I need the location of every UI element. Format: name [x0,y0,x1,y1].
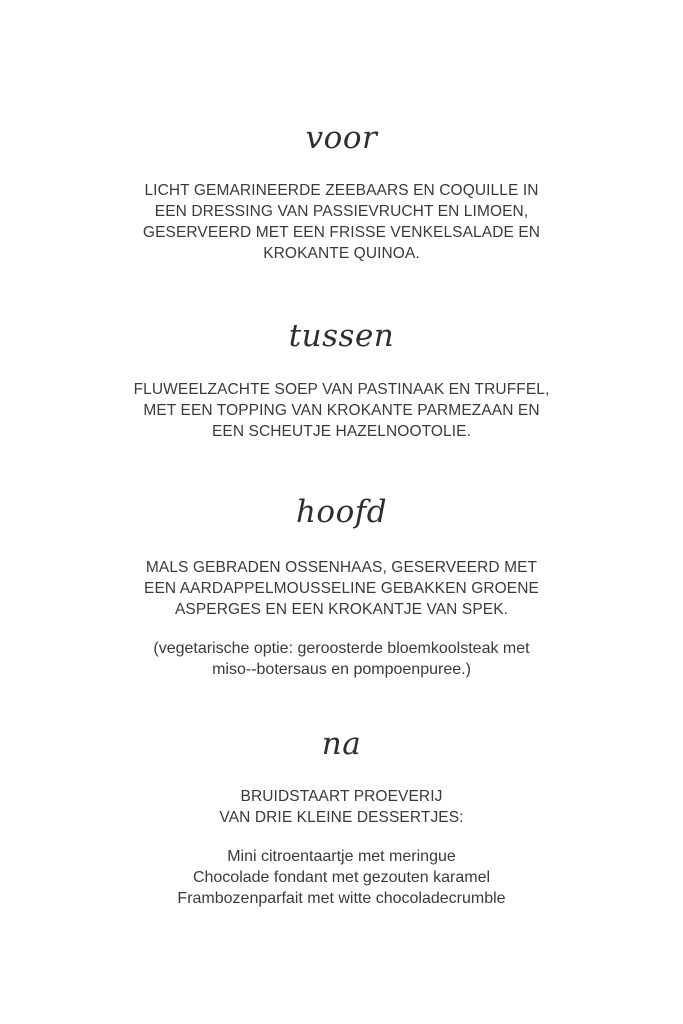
description-line: GESERVEERD MET EEN FRISSE VENKELSALADE EN [142,224,541,241]
description-line: FLUWEELZACHTE SOEP VAN PASTINAAK EN TRUFFEL, [133,381,550,398]
course-heading-na: na [321,726,362,762]
vegetarian-line: (vegetarische optie: geroosterde bloemkoolsteak met [153,640,530,657]
description-line: EEN SCHEUTJE HAZELNOOTOLIE. [211,423,472,440]
description-line: KROKANTE QUINOA. [263,245,420,262]
course-description-voor [60,180,623,264]
dessert-item: Frambozenparfait met witte chocoladecrumble [177,890,506,907]
dessert-item: Mini citroentaartje met meringue [227,848,456,865]
course-description-hoofd [60,557,623,620]
dessert-item: Chocolade fondant met gezouten karamel [192,869,491,886]
vegetarian-line: miso--botersaus en pompoenpuree.) [212,661,471,678]
description-line: MALS GEBRADEN OSSENHAAS, GESERVEERD MET [145,559,538,576]
course-description-na [60,786,623,828]
course-heading-hoofd: hoofd [295,494,388,530]
description-line: ASPERGES EN EEN KROKANTJE VAN SPEK. [174,601,509,618]
description-line: EEN AARDAPPELMOUSSELINE GEBAKKEN GROENE [144,580,539,597]
description-line: BRUIDSTAART PROEVERIJ [240,788,443,805]
course-heading-voor: voor [305,120,378,156]
description-line: EEN DRESSING VAN PASSIEVRUCHT EN LIMOEN, [154,203,529,220]
description-line: LICHT GEMARINEERDE ZEEBAARS EN COQUILLE IN [144,182,539,199]
description-line: VAN DRIE KLEINE DESSERTJES: [219,809,464,826]
course-heading-tussen: tussen [288,318,395,354]
dessert-list [60,846,623,909]
description-line: MET EEN TOPPING VAN KROKANTE PARMEZAAN EN [143,402,540,419]
vegetarian-option [60,638,623,680]
course-description-tussen [60,379,623,442]
